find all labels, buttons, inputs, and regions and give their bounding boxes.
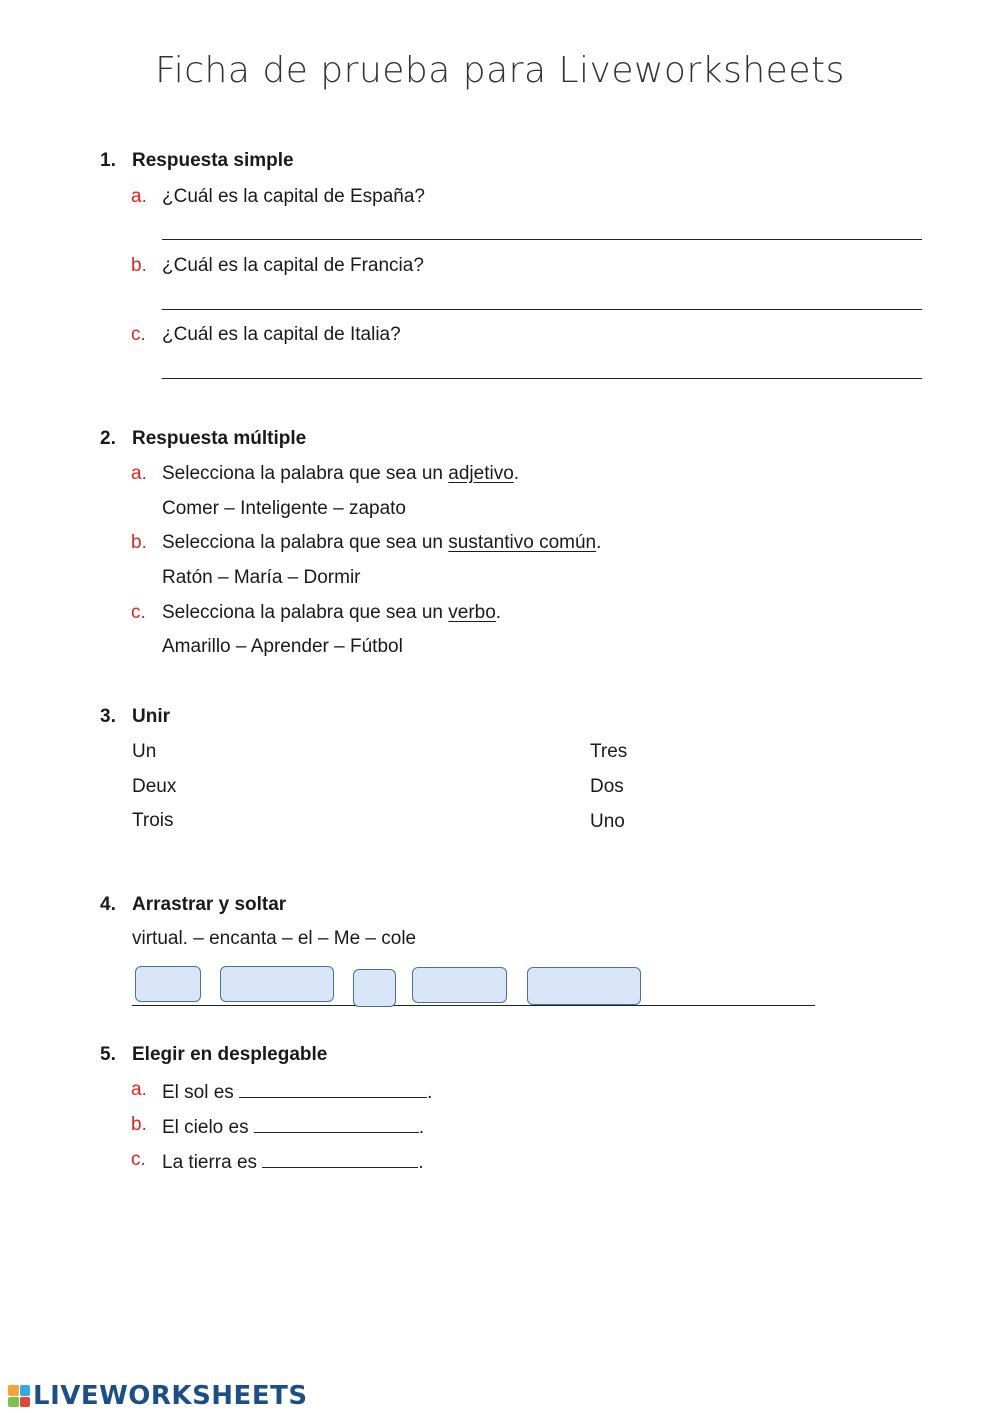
drag-answer-line xyxy=(132,1005,815,1006)
match-right-item[interactable]: Uno xyxy=(590,811,625,832)
match-left-item[interactable]: Trois xyxy=(132,810,174,831)
q2c-keyword: verbo xyxy=(448,602,496,623)
section-5-number: 5. xyxy=(100,1044,116,1065)
q5a-sentence xyxy=(162,1079,432,1104)
q1b-text: ¿Cuál es la capital de Francia? xyxy=(162,255,424,276)
section-1-heading: Respuesta simple xyxy=(132,150,294,171)
q5b-end: . xyxy=(418,1117,425,1138)
q5a-letter: a. xyxy=(131,1079,147,1100)
q5c-letter: c. xyxy=(131,1149,146,1170)
q5c-dropdown[interactable] xyxy=(262,1149,418,1168)
section-5-heading: Elegir en desplegable xyxy=(132,1044,328,1065)
q2a-options[interactable]: Comer – Inteligente – zapato xyxy=(162,498,406,519)
q2c-suffix: . xyxy=(495,602,502,623)
q1a-text: ¿Cuál es la capital de España? xyxy=(162,186,425,207)
q5a-dropdown[interactable] xyxy=(239,1079,427,1098)
q2a-letter: a. xyxy=(131,463,147,484)
match-left-item[interactable]: Un xyxy=(132,741,157,762)
drop-box-5[interactable] xyxy=(527,967,641,1005)
section-3-number: 3. xyxy=(100,706,116,727)
q1c-letter: c. xyxy=(131,324,146,345)
drop-box-3[interactable] xyxy=(353,969,396,1007)
section-2-heading: Respuesta múltiple xyxy=(132,428,307,449)
q2b-prompt xyxy=(162,532,601,554)
q2c-prompt xyxy=(162,602,501,624)
q2a-prompt xyxy=(162,463,519,485)
q2c-options[interactable]: Amarillo – Aprender – Fútbol xyxy=(162,636,403,657)
q5b-text: El cielo es xyxy=(162,1117,249,1138)
worksheet-title: Ficha de prueba para Liveworksheets xyxy=(155,50,845,91)
match-right-item[interactable]: Tres xyxy=(590,741,628,762)
q5b-letter: b. xyxy=(131,1114,147,1135)
q2b-letter: b. xyxy=(131,532,147,553)
q1c-answer-line[interactable] xyxy=(162,378,922,379)
logo-text: LIVEWORKSHEETS xyxy=(33,1381,308,1411)
match-right-item[interactable]: Dos xyxy=(590,776,624,797)
logo-blocks-icon xyxy=(8,1385,30,1407)
drop-box-4[interactable] xyxy=(412,967,507,1003)
q2c-prefix: Selecciona la palabra que sea un xyxy=(162,602,449,623)
q5c-end: . xyxy=(418,1152,424,1173)
section-4-heading: Arrastrar y soltar xyxy=(132,894,287,915)
q5b-sentence xyxy=(162,1114,424,1139)
liveworksheets-logo[interactable] xyxy=(8,1381,308,1411)
q5a-end: . xyxy=(427,1082,433,1103)
q2c-letter: c. xyxy=(131,602,146,623)
section-2-number: 2. xyxy=(100,428,116,449)
section-4-number: 4. xyxy=(100,894,116,915)
q2b-prefix: Selecciona la palabra que sea un xyxy=(162,532,449,553)
q1a-letter: a. xyxy=(131,186,147,207)
drop-box-2[interactable] xyxy=(220,966,334,1002)
q2a-prefix: Selecciona la palabra que sea un xyxy=(162,463,449,484)
q2b-options[interactable]: Ratón – María – Dormir xyxy=(162,567,361,588)
drop-box-1[interactable] xyxy=(135,966,201,1002)
q1b-answer-line[interactable] xyxy=(162,309,922,310)
q2b-keyword: sustantivo común xyxy=(448,532,597,553)
q1b-letter: b. xyxy=(131,255,147,276)
q5a-text: El sol es xyxy=(162,1082,234,1103)
q5b-dropdown[interactable] xyxy=(254,1114,419,1133)
q5c-sentence xyxy=(162,1149,424,1174)
q2b-suffix: . xyxy=(596,532,602,553)
q1a-answer-line[interactable] xyxy=(162,239,922,240)
q5c-text: La tierra es xyxy=(162,1152,258,1173)
drag-words: virtual. – encanta – el – Me – cole xyxy=(132,928,417,949)
q2a-suffix: . xyxy=(513,463,520,484)
q2a-keyword: adjetivo xyxy=(448,463,514,484)
section-3-heading: Unir xyxy=(132,706,170,727)
match-left-item[interactable]: Deux xyxy=(132,776,177,797)
section-1-number: 1. xyxy=(100,150,116,171)
q1c-text: ¿Cuál es la capital de Italia? xyxy=(162,324,401,345)
